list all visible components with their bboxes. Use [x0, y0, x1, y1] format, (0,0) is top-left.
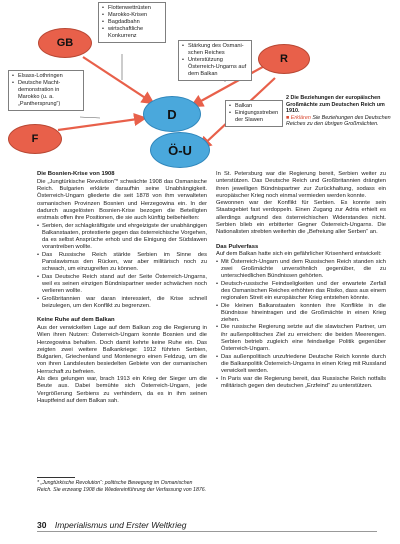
node-d: D [143, 96, 201, 132]
infobox-item: • Bagdadbahn [102, 19, 161, 26]
caption-task-text: Sie Beziehungen des Deutschen Reiches zu den übrigen Großmächten. [286, 114, 391, 128]
alliance-diagram [0, 0, 400, 168]
list-item: • Die kleinen Balkanstaaten konnten ihre Konflikte in die Bündnisse hineintragen und die Großmächte in einen Krieg ziehen. [216, 303, 386, 325]
list-item: • In Paris war die Regierung bereit, das Russische Reich notfalls militärisch gegen den deutschen „Erzfeind“ zu unterstützen. [216, 376, 386, 391]
figure-caption [286, 95, 396, 128]
arrow-gb-d [83, 57, 153, 103]
caption-title: Die Beziehungen der europäischen Großmächte zum Deutschen Reich um 1910. [286, 95, 385, 115]
infobox-gb-r [98, 2, 166, 43]
infobox-r-oeu [225, 100, 283, 127]
infobox-r-d [178, 40, 252, 81]
infobox-item: • Marokko-Krisen [102, 12, 161, 19]
task-marker-icon: ■ [286, 114, 290, 121]
bullet-list [37, 223, 207, 311]
list-item: • Großbritannien war daran interessiert, die Krise schnell beizulegen, um den Konflikt zu begrenzen. [37, 296, 207, 311]
footnote-text: * „Jungtürkische Revolution“: politische Bewegung im Osmanischen Reich. Sie erzwang 1908 die Wiedereinführung der Verfassung von 1876. [37, 480, 207, 493]
right-column [216, 171, 386, 397]
infobox-f-d [8, 70, 84, 111]
arrow-f-d [58, 118, 145, 130]
infobox-item: • Elsass-Lothringen [12, 73, 79, 80]
infobox-item: • Stärkung des Osmanischen Reiches [182, 43, 247, 57]
caption-task-verb: Erklären [290, 114, 311, 121]
list-item: • Mit Österreich-Ungarn und dem Russischen Reich standen sich zwei Großmächte unversöhnlich gegenüber, die zu unterschiedlichen Bündnissen gehörten. [216, 259, 386, 281]
connector-f-d [80, 117, 100, 118]
list-item: • Serbien, der schlagkräftigste und ehrgeizigste der unabhängigen Balkanstaaten, protestierte gegen das österreichische Vorgehen, da es selbst Ansprüche erhob und die Einigung der Südslawen vorantreiben wollte. [37, 223, 207, 252]
infobox-item: • Flottenwettrüsten [102, 5, 161, 12]
node-gb: GB [38, 28, 92, 58]
list-item: • Das Deutsche Reich stand auf der Seite Österreich-Ungarns, weil es seinen einzigen Bündnispartner weder schwächen noch verlieren wollte. [37, 274, 207, 296]
paragraph: Gewonnen war der Konflikt für Serbien. Es konnte sein Staatsgebiet fast verdoppeln. Einen Zugang zur Adria erhielt es allerdings aufgrund des österreichischen Widerstandes nicht. Serbien blieb ein erbitterter Gegner Österreich-Ungarns. Die Nationalisten strebten weiterhin die „Befreiung aller Serben“ an. [216, 200, 386, 236]
infobox-item: • Deutsche Machtdemonstration in Marokko (u. a. „Panthersprung“) [12, 80, 79, 108]
infobox-item: • Unterstützung Österreich-Ungarns auf dem Balkan [182, 57, 247, 78]
paragraph: Als dies gelungen war, brach 1913 ein Krieg der Sieger um die Beute aus. Dabei bemühte sich Österreich-Ungarn, jede Vergrößerung Serbiens zu verhindern, da es in ihm seinen Hauptfeind auf dem Balkan sah. [37, 376, 207, 404]
paragraph: In St. Petersburg war die Regierung bereit, Serbien weiter zu unterstützen. Das Deutsche Reich und Großbritannien drängten ihren jeweiligen Bündnispartner zur Zurückhaltung, sodass ein europäischer Krieg noch einmal vermieden werden konnte. [216, 171, 386, 199]
left-column [37, 171, 207, 412]
footer-divider [37, 531, 377, 532]
footnote [37, 480, 207, 493]
infobox-item: • Einigungsstreben der Slawen [229, 110, 278, 124]
node-r: R [258, 44, 310, 74]
paragraph: Aus der verwickelten Lage auf dem Balkan zog die Regierung in Wien ihren Nutzen: Österreich-Ungarn konnte Bosnien und die Herzegowina behalten. Doch damit kehrte keine Ruhe ein. Das zeigten zwei weitere Balkankriege: 1912 führten Serbien, Bulgarien, Griechenland und Montenegro einen Feldzug, um die von ihren Landsleuten besiedelten Gebiete von der osmanischen Herrschaft zu befreien. [37, 324, 207, 375]
list-item: • Deutsch-russische Feindseligkeiten und der erwartete Zerfall des Osmanischen Reiches erhöhten das Risiko, dass aus einem regionalen Streit ein europäischer Krieg entstehen könnte. [216, 281, 386, 303]
book-title: Imperialismus und Erster Weltkrieg [54, 520, 187, 530]
list-item: • Das außenpolitisch unzufriedene Deutsche Reich konnte durch die Balkanpolitik Österreich-Ungarns in einen Krieg mit Russland verwickelt werden. [216, 354, 386, 376]
node-oeu: Ö-U [150, 132, 210, 168]
caption-number: 2 [286, 95, 289, 101]
heading-pulverfass: Das Pulverfass [216, 243, 259, 250]
paragraph: Die „Jungtürkische Revolution“* schwächte 1908 das Osmanische Reich. Bulgarien erklärte daraufhin seine Unabhängigkeit. Österreich-Ungarn gliederte die seit 1878 von ihm verwalteten osmanischen Provinzen Bosnien und Herzegowina ein. In der dadurch ausgelösten Bosnien-Krise bezogen die Beteiligten erstmals offen ihre Positionen, die sie auch künftig beibehielten: [37, 178, 207, 222]
infobox-item: • Balkan [229, 103, 278, 110]
list-item: • Das Russische Reich stärkte Serbien im Sinne des Panslawismus den Rücken, war aber militärisch noch zu schwach, um einzugreifen zu können. [37, 252, 207, 274]
node-f: F [8, 124, 62, 154]
bullet-list [216, 259, 386, 390]
footnote-divider [37, 477, 75, 478]
heading-keine-ruhe: Keine Ruhe auf dem Balkan [37, 317, 115, 324]
page-footer [37, 520, 186, 530]
page-number: 30 [37, 520, 47, 530]
infobox-item: • wirtschaftliche Konkurrenz [102, 26, 161, 40]
paragraph: Auf dem Balkan hatte sich ein gefährlicher Krisenherd entwickelt: [216, 251, 382, 258]
list-item: • Die russische Regierung setzte auf die slawischen Partner, um ihr außenpolitisches Ziel zu erreichen: die beiden Meerengen. Serbien betrieb zugleich eine feindselige Politik gegenüber Österreich-Ungarn. [216, 324, 386, 353]
heading-bosnien-krise: Die Bosnien-Krise von 1908 [37, 171, 115, 177]
